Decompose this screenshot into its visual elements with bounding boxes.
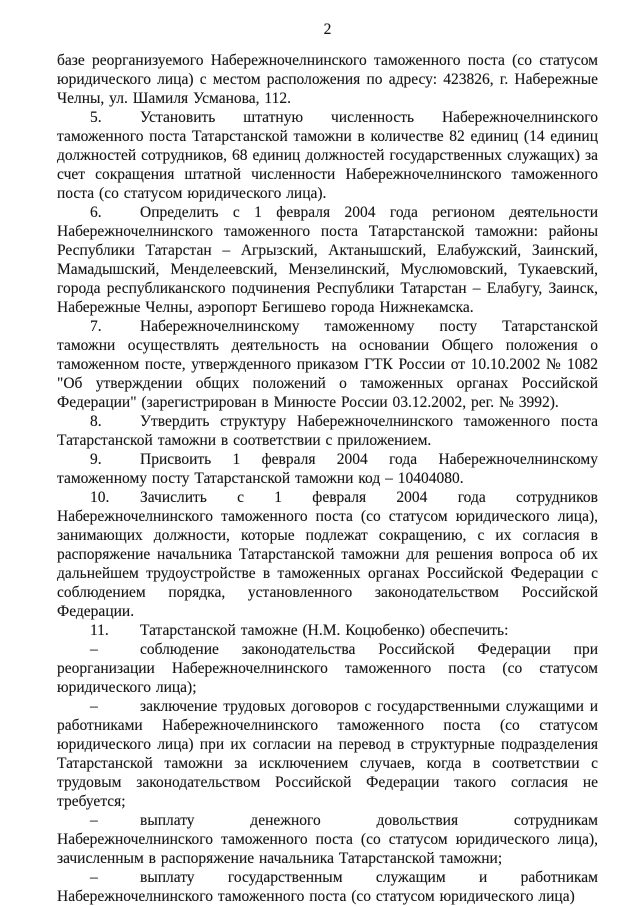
dash-marker: –: [90, 698, 98, 715]
dash-marker: –: [90, 641, 98, 658]
paragraph-text: заключение трудовых договоров с государственными служащими и работниками Набережночелнинского таможенного поста (со статусом юридического лица) при их согласии на перевод в структурные подразделения Татарстанской таможни за исключением случаев, когда в соответствии с трудовым законодательством Российской Федерации такого согласия не требуется;: [57, 698, 598, 810]
document-body: [57, 51, 598, 906]
paragraph-item-8: [57, 412, 598, 450]
paragraph-marker: 8.: [90, 413, 102, 430]
paragraph-item-11: [57, 621, 598, 640]
paragraph-text: Присвоить 1 февраля 2004 года Набережночелнинскому таможенному посту Татарстанской таможни код – 10404080.: [57, 451, 598, 487]
paragraph-text: базе реорганизуемого Набережночелнинского таможенного поста (со статусом юридического лица) с местом расположения по адресу: 423826, г. Набережные Челны, ул. Шамиля Усманова, 112.: [57, 52, 598, 107]
paragraph-item-5: [57, 108, 598, 203]
page-number: 2: [323, 21, 332, 38]
paragraph-marker: 6.: [90, 204, 102, 221]
paragraph-item-7: [57, 317, 598, 412]
paragraph-dash-2: [57, 697, 598, 811]
paragraph-marker: 7.: [90, 318, 102, 335]
paragraph-marker: 11.: [90, 622, 109, 639]
paragraph-text: Установить штатную численность Набережночелнинского таможенного поста Татарстанской таможни в количестве 82 единиц (14 единиц должностей сотрудников, 68 единиц должностей государственных служащих) за счет сокращения штатной численности Набережночелнинского таможенного поста (со статусом юридического лица).: [57, 109, 598, 202]
paragraph-text: выплату денежного довольствия сотрудникам Набережночелнинского таможенного поста (со статусом юридического лица), зачисленным в распоряжение начальника Татарстанской таможни;: [57, 812, 598, 867]
paragraph-continuation: [57, 51, 598, 108]
paragraph-text: Татарстанской таможне (Н.М. Коцюбенко) обеспечить:: [140, 622, 509, 639]
paragraph-marker: 10.: [90, 489, 110, 506]
paragraph-dash-4: [57, 868, 598, 906]
dash-marker: –: [90, 869, 98, 886]
paragraph-dash-1: [57, 640, 598, 697]
paragraph-text: соблюдение законодательства Российской Федерации при реорганизации Набережночелнинского таможенного поста (со статусом юридического лица);: [57, 641, 598, 696]
paragraph-marker: 9.: [90, 451, 102, 468]
paragraph-text: Набережночелнинскому таможенному посту Татарстанской таможни осуществлять деятельность на основании Общего положения о таможенном посте, утвержденного приказом ГТК России от 10.10.2002 № 1082 "Об утверждении общих положений о таможенных органах Российской Федерации" (зарегистрирован в Минюсте России 03.12.2002, рег. № 3992).: [57, 318, 598, 411]
paragraph-dash-3: [57, 811, 598, 868]
dash-marker: –: [90, 812, 98, 829]
paragraph-text: Зачислить с 1 февраля 2004 года сотрудников Набережночелнинского таможенного поста (со статусом юридического лица), занимающих должности, которые подлежат сокращению, с их согласия в распоряжение начальника Татарстанской таможни для решения вопроса об их дальнейшем трудоустройстве в таможенных органах Российской Федерации с соблюдением порядка, установленного законодательством Российской Федерации.: [57, 489, 598, 620]
paragraph-text: Определить с 1 февраля 2004 года регионом деятельности Набережночелнинского таможенного поста Татарстанской таможни: районы Республики Татарстан – Агрызский, Актанышский, Елабужский, Заинский, Мамадышский, Менделеевский, Мензелинский, Муслюмовский, Тукаевский, города республиканского подчинения Республики Татарстан – Елабугу, Заинск, Набережные Челны, аэропорт Бегишево города Нижнекамска.: [57, 204, 598, 316]
paragraph-item-6: [57, 203, 598, 317]
paragraph-item-9: [57, 450, 598, 488]
paragraph-marker: 5.: [90, 109, 102, 126]
paragraph-text: выплату государственным служащим и работникам Набережночелнинского таможенного поста (со статусом юридического лица): [57, 869, 598, 905]
paragraph-text: Утвердить структуру Набережночелнинского таможенного поста Татарстанской таможни в соответствии с приложением.: [57, 413, 598, 449]
paragraph-item-10: [57, 488, 598, 621]
